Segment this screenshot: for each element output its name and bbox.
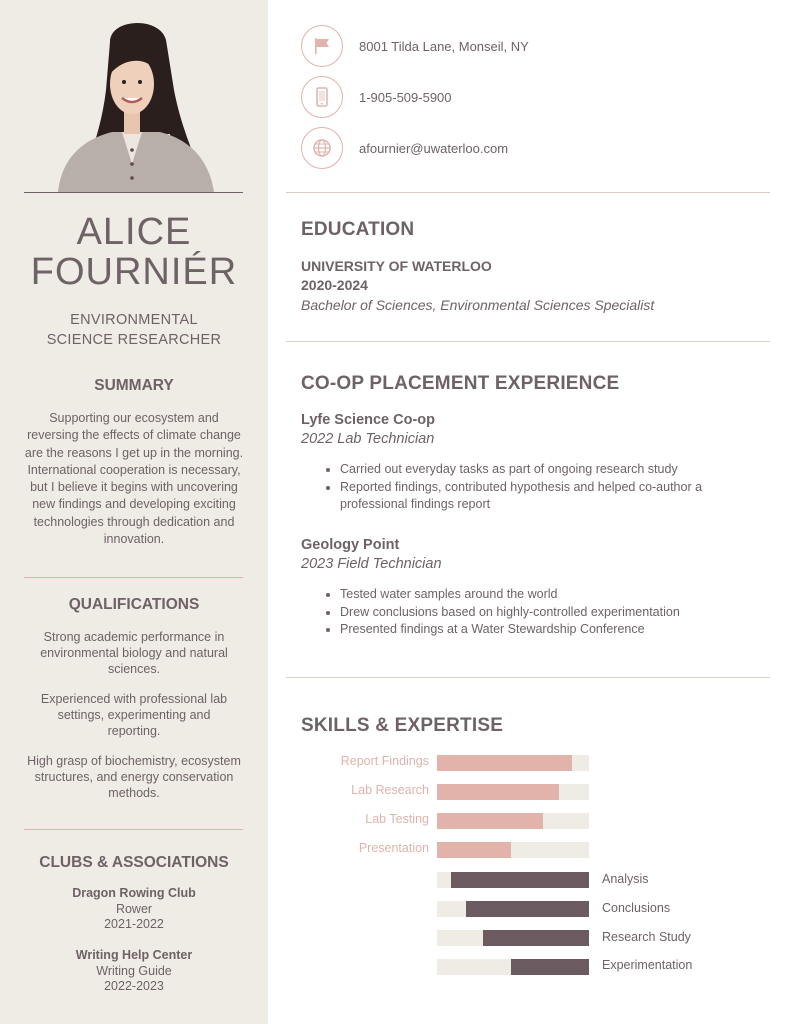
job-company: Lyfe Science Co-op xyxy=(301,412,436,428)
skill-label: Research Study xyxy=(602,930,691,944)
section-divider xyxy=(286,341,770,342)
first-name: ALICE xyxy=(76,211,192,253)
email-text: afournier@uwaterloo.com xyxy=(359,140,509,156)
skill-bar-fill xyxy=(466,901,589,917)
skill-bar xyxy=(437,872,589,888)
education-school: UNIVERSITY OF WATERLOO xyxy=(301,258,492,274)
section-divider xyxy=(286,677,770,678)
club-years: 2021-2022 xyxy=(104,917,164,931)
skill-bar xyxy=(437,930,589,946)
skill-bar-fill xyxy=(437,813,543,829)
flag-icon xyxy=(301,25,343,67)
skill-bar xyxy=(437,813,589,829)
job-company: Geology Point xyxy=(301,537,400,553)
skill-bar xyxy=(437,784,589,800)
job-bullets xyxy=(320,461,750,514)
globe-icon xyxy=(301,127,343,169)
skills-heading: SKILLS & EXPERTISE xyxy=(301,715,504,736)
education-years: 2020-2024 xyxy=(301,277,368,293)
job-bullet: • Presented findings at a Water Stewardship Conference xyxy=(340,621,750,639)
skill-label: Conclusions xyxy=(602,901,671,915)
profile-photo xyxy=(48,14,220,192)
job-bullets xyxy=(320,586,750,639)
job-role: 2023 Field Technician xyxy=(301,556,442,572)
sidebar-divider xyxy=(24,829,243,830)
skill-bar-fill xyxy=(451,872,589,888)
skill-bar xyxy=(437,901,589,917)
skill-label: Lab Testing xyxy=(365,812,429,826)
job-title xyxy=(0,310,268,350)
job-bullet: • Drew conclusions based on highly-controlled experimentation xyxy=(340,604,750,622)
job-title-line-2: SCIENCE RESEARCHER xyxy=(46,332,222,348)
qualification-item: Experienced with professional lab settings, experimenting and reporting. xyxy=(40,692,228,738)
skill-label: Presentation xyxy=(358,841,429,855)
skill-bar-fill xyxy=(483,930,589,946)
summary-text: Supporting our ecosystem and reversing the effects of climate change are the reasons I get up in the morning. International cooperation is necessary, but I believe it begins with uncovering new findings and developing exciting technologies through dedication and innovation. xyxy=(24,411,244,547)
phone-text: 1-905-509-5900 xyxy=(359,89,452,105)
skill-label: Experimentation xyxy=(602,958,693,972)
job-bullet: • Reported findings, contributed hypothesis and helped co-author a professional findings report xyxy=(340,479,720,514)
contact-address xyxy=(301,23,529,69)
section-divider xyxy=(286,192,770,193)
club-item xyxy=(0,886,268,933)
job-bullet: • Tested water samples around the world xyxy=(340,586,750,604)
club-name: Writing Help Center xyxy=(75,948,193,962)
sidebar xyxy=(0,0,268,1024)
job-role: 2022 Lab Technician xyxy=(301,431,435,447)
club-name: Dragon Rowing Club xyxy=(72,886,196,900)
phone-icon xyxy=(301,76,343,118)
skill-bar-fill xyxy=(437,842,511,858)
skill-label: Analysis xyxy=(602,872,649,886)
job-title-line-1: ENVIRONMENTAL xyxy=(70,312,198,328)
skill-bar-fill xyxy=(437,755,572,771)
club-item xyxy=(0,948,268,995)
skill-label: Report Findings xyxy=(340,754,429,768)
person-name xyxy=(0,212,268,292)
club-role: Rower xyxy=(115,901,153,916)
education-degree: Bachelor of Sciences, Environmental Sciences Specialist xyxy=(301,297,655,313)
skill-bar xyxy=(437,842,589,858)
club-role: Writing Guide xyxy=(96,963,172,978)
qualifications-heading: QUALIFICATIONS xyxy=(68,596,200,613)
contact-email xyxy=(301,125,508,171)
qualification-item: Strong academic performance in environmental biology and natural sciences. xyxy=(40,630,228,676)
job-bullet: • Carried out everyday tasks as part of ongoing research study xyxy=(340,461,750,479)
skill-bar-fill xyxy=(437,784,559,800)
sidebar-divider xyxy=(24,577,243,578)
experience-heading: CO-OP PLACEMENT EXPERIENCE xyxy=(301,373,620,394)
clubs-heading: CLUBS & ASSOCIATIONS xyxy=(39,854,229,871)
education-heading: EDUCATION xyxy=(301,219,415,240)
summary-heading: SUMMARY xyxy=(94,377,174,394)
address-text: 8001 Tilda Lane, Monseil, NY xyxy=(359,38,529,54)
contact-phone xyxy=(301,74,452,120)
skill-bar-fill xyxy=(511,959,589,975)
qualification-item: High grasp of biochemistry, ecosystem structures, and energy conservation methods. xyxy=(27,754,241,800)
skill-label: Lab Research xyxy=(351,783,429,797)
skill-bar xyxy=(437,755,589,771)
last-name: FOURNIÉR xyxy=(30,251,238,293)
sidebar-divider xyxy=(24,192,243,193)
club-years: 2022-2023 xyxy=(104,979,164,993)
skill-bar xyxy=(437,959,589,975)
